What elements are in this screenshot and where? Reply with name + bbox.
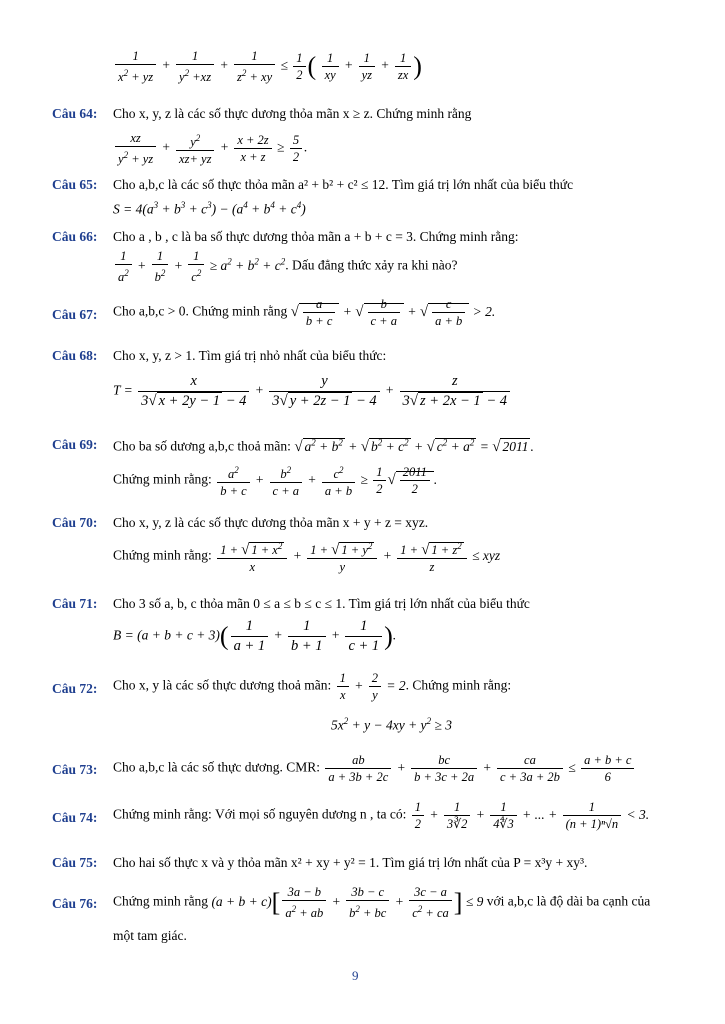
formula-q67: Cho a,b,c > 0. Chứng minh rằng √ $\frac{a}{b + c}$ + √ $\frac{b}{c + a}$ + √ $\frac{c}{a + b}$ > 2.	[113, 297, 496, 328]
question-text: Cho a,b,c > 0. Chứng minh rằng	[113, 303, 288, 319]
formula-q72: $5x^2 + y - 4xy + y^2 \ge 3$	[331, 716, 452, 733]
formula-q72-cond: Cho x, y là các số thực dương thoả mãn: $\frac{1}{x}$ + $\frac{2}{y}$ = 2. Chứng minh rằng:	[113, 671, 512, 702]
formula-q71: B = (a + b + c + 3)( $\frac{1}{a + 1}$ + $\frac{1}{b + 1}$ + $\frac{1}{c + 1}$ ).	[113, 618, 397, 654]
question-text: Cho ba số dương a,b,c thoả mãn:	[113, 438, 291, 454]
question-text: Cho x, y, z là các số thực dương thỏa mãn x ≥ z. Chứng minh rằng	[113, 106, 472, 121]
question-label: Câu 74:	[52, 810, 98, 825]
question-label: Câu 64:	[52, 106, 98, 121]
question-label: Câu 66:	[52, 229, 98, 244]
formula-q69: Chứng minh rằng: $\frac{a^2}{b + c}$ + $\frac{b^2}{c + a}$ + $\frac{c^2}{a + b}$ ≥ $\frac{1}{2}$ √ $\frac{2011}{2}$ .	[113, 462, 437, 499]
formula-q68: T = $\frac{x}{3√ x + 2y - 1 - 4}$ + $\frac{y}{3√ y + 2z - 1 - 4}$ + $\frac{z}{3√ z + 2x - 1 - 4}$	[113, 372, 512, 411]
question-label: Câu 70:	[52, 515, 98, 530]
question-label: Câu 75:	[52, 855, 98, 870]
question-text: Cho a , b , c là ba số thực dương thỏa mãn a + b + c = 3. Chứng minh rằng:	[113, 229, 519, 244]
formula-q66: $\frac{1}{a^2}$ + $\frac{1}{b^2}$ + $\frac{1}{c^2}$ ≥ $a^2 + b^2 + c^2$. Dấu đẳng thức xảy ra khi nào?	[113, 248, 457, 285]
question-text: Cho a,b,c là các số thực dương. CMR:	[113, 759, 320, 775]
question-label: Câu 72:	[52, 681, 98, 696]
question-label: Câu 65:	[52, 177, 98, 192]
question-text: Cho x, y, z là các số thực dương thỏa mãn x + y + z = xyz.	[113, 515, 429, 530]
question-label: Câu 73:	[52, 762, 98, 777]
formula-q69-cond: Cho ba số dương a,b,c thoả mãn: √ $a^2 + b^2$ + √ $b^2 + c^2$ + √ $c^2 + a^2$ = √ 2011 .	[113, 437, 534, 455]
formula-q70: Chứng minh rằng: $\frac{1 + √ 1 + x^2}{x}$ + $\frac{1 + √ 1 + y^2}{y}$ + $\frac{1 + √ 1 + z^2}{z}$ ≤ xyz	[113, 538, 500, 575]
question-text: Chứng minh rằng: Với mọi số nguyên dương n , ta có:	[113, 806, 407, 822]
page-number: 9	[352, 968, 359, 983]
question-label: Câu 71:	[52, 596, 98, 611]
question-text: Cho a,b,c là các số thực thỏa mãn a² + b² + c² ≤ 12. Tìm giá trị lớn nhất của biểu thức	[113, 177, 574, 192]
q66-tail: . Dấu đẳng thức xảy ra khi nào?	[285, 257, 458, 273]
question-label: Câu 67:	[52, 307, 98, 322]
question-text: Chứng minh rằng	[113, 893, 209, 909]
formula-q76: Chứng minh rằng (a + b + c)[ $\frac{3a - b}{a^2 + ab}$ + $\frac{3b - c}{b^2 + bc}$ + $\frac{3c - a}{c^2 + ca}$ ] ≤ 9 với a,b,c là độ dài ba cạnh của	[113, 885, 651, 921]
question-label: Câu 69:	[52, 437, 98, 452]
formula-q74: Chứng minh rằng: Với mọi số nguyên dương n , ta có: $\frac{1}{2}$ + $\frac{1}{3∛2}$ + $\frac{1}{4∜3}$ + ... + $\frac{1}{\text{(n + 1)ⁿ√n}}$ < 3.	[113, 800, 650, 831]
question-text: Cho hai số thực x và y thỏa mãn x² + xy + y² = 1. Tìm giá trị lớn nhất của P = x³y + xy³.	[113, 855, 588, 870]
formula-q64: $\frac{xz}{y^2 + yz}$ + $\frac{y^2}{xz+ yz}$ + $\frac{x + 2z}{x + z}$ ≥ $\frac{5}{2}$ .	[113, 130, 307, 167]
question-label: Câu 68:	[52, 348, 98, 363]
question-text: Cho x, y là các số thực dương thoả mãn:	[113, 677, 332, 693]
formula-q63-tail: $\frac{1}{x^2 + yz}$ + $\frac{1}{y^2 +xz}$ + $\frac{1}{z^2 + xy}$ ≤ $\frac{1}{2}$ ( $\frac{1}{xy}$ + $\frac{1}{yz}$ + $\frac{1}{zx}$ )	[113, 48, 422, 85]
formula-q65: $S = 4(a^3 + b^3 + c^3) - (a^4 + b^4 + c^4)$	[113, 200, 306, 217]
question-label: Câu 76:	[52, 896, 98, 911]
question-text: Cho 3 số a, b, c thỏa mãn 0 ≤ a ≤ b ≤ c ≤ 1. Tìm giá trị lớn nhất của biểu thức	[113, 596, 530, 611]
question-text: Cho x, y, z > 1. Tìm giá trị nhỏ nhất của biểu thức:	[113, 348, 387, 363]
formula-q73: Cho a,b,c là các số thực dương. CMR: $\frac{ab}{a + 3b + 2c}$ + $\frac{bc}{b + 3c + 2a}$ + $\frac{ca}{c + 3a + 2b}$ ≤ $\frac{a + b + c}{6}$	[113, 752, 636, 785]
q76-line2: một tam giác.	[113, 928, 187, 943]
